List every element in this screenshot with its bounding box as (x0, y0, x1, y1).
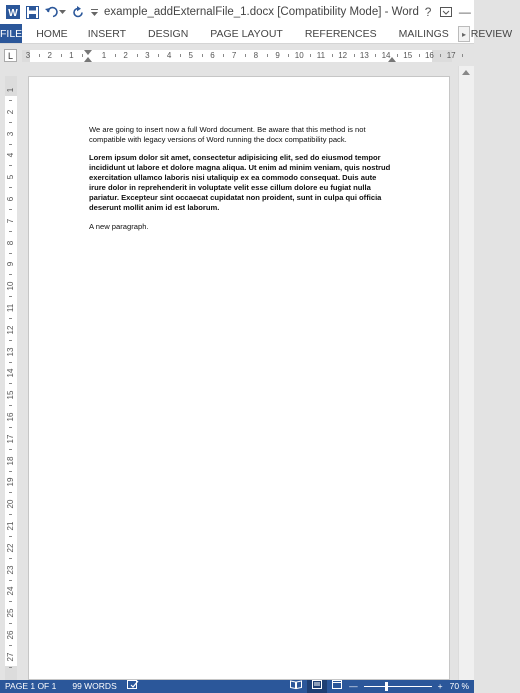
tab-design[interactable]: DESIGN (148, 27, 189, 40)
vertical-ruler-number: 24 (6, 586, 15, 596)
print-layout-icon[interactable] (307, 680, 327, 693)
paragraph-intro[interactable]: We are going to insert now a full Word document. Be aware that this method is not compatible with legacy versions of Word running the docx compatibility pack. (89, 125, 366, 144)
ruler-number: 16 (424, 51, 434, 60)
vertical-ruler-number: 23 (6, 565, 15, 575)
vertical-ruler-number: 8 (6, 240, 15, 245)
vertical-ruler-tick (9, 449, 12, 450)
customize-qat-icon[interactable] (91, 4, 98, 20)
ruler-tick (440, 54, 441, 57)
document-page[interactable] (28, 76, 450, 680)
ruler-number: 1 (101, 51, 107, 60)
vertical-ruler-tick (9, 209, 12, 210)
zoom-in-button[interactable]: + (437, 681, 443, 691)
undo-icon[interactable] (45, 4, 59, 20)
vertical-ruler-tick (9, 144, 12, 145)
ruler-number: 3 (145, 51, 150, 60)
save-icon[interactable] (26, 4, 39, 20)
vertical-ruler-tick (9, 645, 12, 646)
vertical-ruler-tick (9, 514, 12, 515)
ruler-tick (180, 54, 181, 57)
ruler-number: 17 (446, 51, 456, 60)
horizontal-ruler[interactable] (22, 50, 456, 62)
zoom-slider[interactable] (364, 680, 432, 693)
vertical-ruler-tick (9, 405, 12, 406)
ribbon-tabs (0, 24, 513, 44)
vertical-ruler-number: 17 (6, 434, 15, 444)
vertical-ruler-number: 2 (6, 109, 15, 115)
first-line-indent-marker[interactable] (84, 50, 92, 55)
vertical-ruler-number: 27 (6, 652, 15, 662)
vertical-ruler-number: 25 (6, 608, 15, 618)
tab-mailings[interactable]: MAILINGS (398, 27, 449, 40)
vertical-ruler-number: 14 (6, 368, 15, 378)
ruler-tick (332, 54, 333, 57)
ruler-tick (115, 54, 116, 57)
title-bar (0, 0, 474, 24)
tab-selector[interactable]: L (4, 49, 17, 62)
vertical-ruler-tick (9, 253, 12, 254)
tab-references[interactable]: REFERENCES (304, 27, 377, 40)
vertical-ruler-tick (9, 383, 12, 384)
ruler-number: 10 (294, 51, 304, 60)
paragraph-new[interactable]: A new paragraph. (89, 222, 149, 231)
vertical-ruler-number: 16 (6, 412, 15, 422)
ruler-tick (223, 54, 224, 57)
vertical-ruler-tick (9, 623, 12, 624)
ruler-tick (419, 54, 420, 57)
web-layout-icon[interactable] (327, 680, 347, 693)
vertical-ruler-number: 20 (6, 499, 15, 509)
vertical-ruler-number: 26 (6, 630, 15, 640)
ruler-tick (61, 54, 62, 57)
tab-home[interactable]: HOME (36, 27, 68, 40)
ruler-number: 6 (210, 51, 215, 60)
help-button[interactable]: ? (424, 5, 432, 19)
tab-insert[interactable]: INSERT (87, 27, 127, 40)
ruler-number: 13 (359, 51, 369, 60)
vertical-ruler-tick (9, 362, 12, 363)
document-title: example_addExternalFile_1.docx [Compatibility Mode] - Word (104, 6, 419, 18)
ruler-number: 15 (403, 51, 413, 60)
ruler-tick (202, 54, 203, 57)
ruler-tick (158, 54, 159, 57)
ruler-tick (288, 54, 289, 57)
vertical-ruler-number: 22 (6, 543, 15, 553)
vertical-scrollbar[interactable] (458, 66, 474, 680)
vertical-ruler-tick (9, 340, 12, 341)
svg-text:W: W (8, 8, 18, 19)
ruler-number: 8 (253, 51, 259, 60)
vertical-ruler-number: 15 (6, 390, 15, 400)
vertical-ruler-tick (9, 601, 12, 602)
redo-icon[interactable] (72, 4, 85, 20)
ruler-tick (39, 54, 40, 57)
ribbon-scroll-right-icon[interactable]: ▸ (458, 26, 470, 42)
read-mode-icon[interactable] (285, 680, 307, 693)
ruler-number: 7 (231, 51, 237, 60)
ruler-number: 2 (123, 51, 128, 60)
minimize-button[interactable]: — (458, 5, 471, 19)
paragraph-lorem-ipsum[interactable]: Lorem ipsum dolor sit amet, consectetur adipisicing elit, sed do eiusmod tempor incididunt ut labore et dolore magna aliqua. Ut enim ad minim veniam, quis nostrud exercitation ullamco laboris nisi utaliquip ex ea commodo consequat. Duis aute irure dolor in reprehenderit in voluptate velit esse cillum dolore eu fugiat nulla pariatur. Excepteur sint occaecat cupidatat non proident, sunt in culpa qui officia deserunt mollit anim id est laborum. (89, 153, 391, 212)
vertical-ruler-number: 19 (6, 477, 15, 487)
word-count[interactable]: 99 WORDS (72, 681, 117, 691)
vertical-ruler-tick (9, 231, 12, 232)
word-app-icon[interactable] (6, 4, 20, 20)
ribbon-display-options-icon[interactable] (437, 0, 455, 24)
ruler-bottom-margin (5, 666, 17, 680)
vertical-ruler-number: 9 (6, 262, 15, 267)
ruler-number: 11 (316, 51, 326, 60)
tab-file[interactable]: FILE (0, 24, 22, 43)
vertical-ruler-number: 12 (6, 325, 15, 335)
vertical-ruler-number: 18 (6, 456, 15, 466)
vertical-ruler-number: 6 (6, 196, 15, 202)
vertical-ruler-tick (9, 492, 12, 493)
scroll-up-arrow-icon[interactable] (462, 70, 470, 75)
vertical-ruler-tick (9, 165, 12, 166)
vertical-ruler-tick (9, 471, 12, 472)
vertical-ruler-number: 21 (6, 521, 15, 531)
hanging-indent-marker[interactable] (84, 57, 92, 62)
ruler-tick (375, 54, 376, 57)
vertical-ruler-number: 10 (6, 281, 15, 291)
ruler-number: 14 (381, 51, 391, 60)
vertical-ruler-tick (9, 580, 12, 581)
ruler-number: 1 (69, 51, 74, 60)
vertical-ruler-tick (9, 296, 12, 297)
proofing-icon[interactable] (122, 680, 144, 693)
ruler-number: 3 (25, 51, 31, 60)
ruler-number: 9 (275, 51, 280, 60)
vertical-ruler-number: 3 (6, 131, 15, 136)
status-bar (0, 680, 474, 693)
vertical-ruler-number: 13 (6, 347, 15, 357)
ruler-tick (354, 54, 355, 57)
vertical-ruler-number: 4 (6, 153, 15, 158)
ruler-number: 2 (47, 51, 52, 60)
zoom-slider-thumb[interactable] (385, 682, 388, 691)
zoom-level[interactable]: 70 % (449, 681, 469, 691)
vertical-ruler-tick (9, 667, 12, 668)
vertical-ruler-number: 11 (6, 303, 15, 313)
ruler-tick (245, 54, 246, 57)
vertical-ruler[interactable] (5, 76, 17, 680)
vertical-ruler-tick (9, 122, 12, 123)
ruler-tick (267, 54, 268, 57)
vertical-ruler-number: 7 (6, 218, 15, 224)
vertical-ruler-number: 5 (6, 174, 15, 180)
ruler-tick (462, 54, 463, 57)
ruler-tick (397, 54, 398, 57)
vertical-ruler-number: 1 (6, 87, 15, 93)
right-indent-marker[interactable] (388, 57, 396, 62)
vertical-ruler-tick (9, 274, 12, 275)
vertical-ruler-tick (9, 187, 12, 188)
zoom-out-button[interactable]: — (349, 681, 358, 691)
tab-page-layout[interactable]: PAGE LAYOUT (210, 27, 283, 40)
horizontal-ruler-row (0, 44, 474, 66)
vertical-ruler-tick (9, 100, 12, 101)
undo-dropdown-icon[interactable] (59, 4, 66, 20)
ruler-number: 4 (166, 51, 172, 60)
ruler-number: 5 (188, 51, 193, 60)
vertical-ruler-tick (9, 536, 12, 537)
tab-review[interactable]: REVIEW (470, 27, 513, 40)
vertical-ruler-tick (9, 318, 12, 319)
ruler-tick (310, 54, 311, 57)
ruler-number: 12 (338, 51, 348, 60)
ruler-tick (137, 54, 138, 57)
page-count[interactable]: PAGE 1 OF 1 (5, 681, 57, 691)
vertical-ruler-tick (9, 558, 12, 559)
vertical-ruler-tick (9, 427, 12, 428)
